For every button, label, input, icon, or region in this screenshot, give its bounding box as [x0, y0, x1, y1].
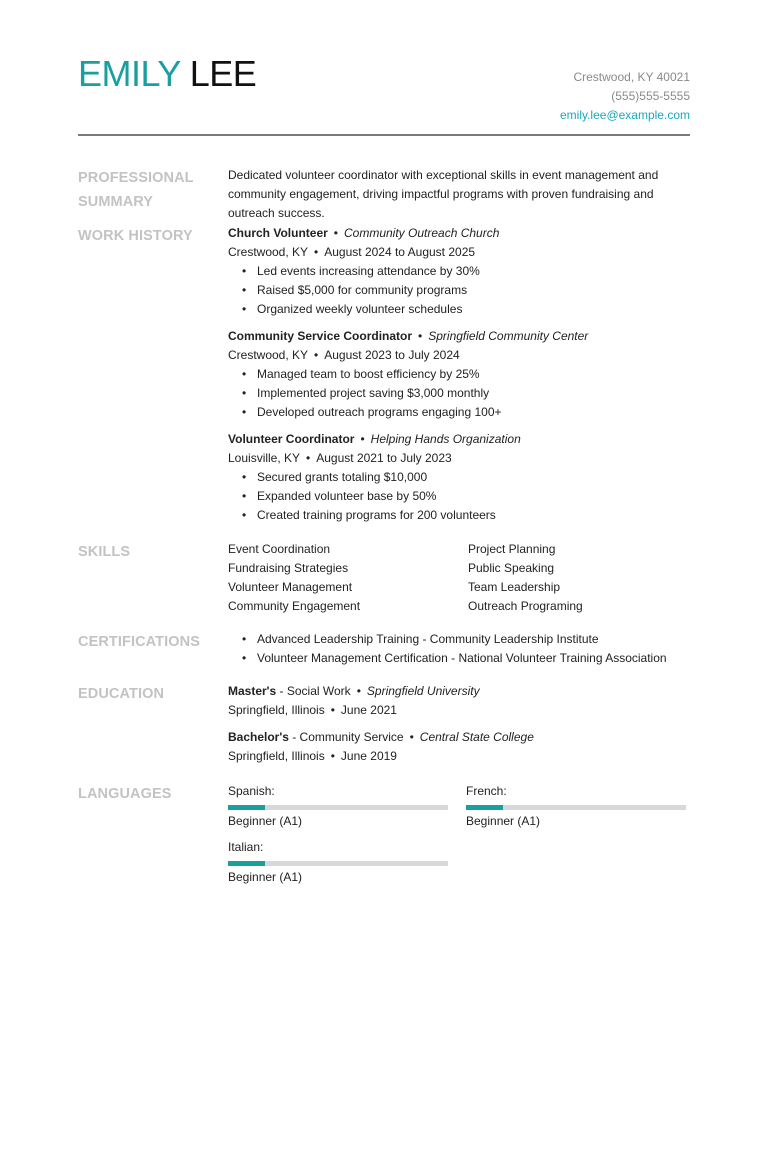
job-bullet: • Raised $5,000 for community programs	[257, 281, 693, 300]
first-name: EMILY	[78, 53, 181, 94]
job-bullet: • Organized weekly volunteer schedules	[257, 300, 693, 319]
job-location: Crestwood, KY	[228, 348, 309, 362]
skills-title: SKILLS	[78, 544, 131, 560]
job-bullet: • Expanded volunteer base by 50%	[257, 487, 693, 506]
school-name: Central State College	[419, 730, 534, 744]
separator-dot: •	[330, 703, 335, 717]
last-name: LEE	[189, 53, 257, 94]
job-dates: August 2023 to July 2024	[324, 348, 460, 362]
job-bullet: • Created training programs for 200 volunteers	[257, 506, 693, 525]
job-bullet: • Implemented project saving $3,000 monthly	[257, 384, 693, 403]
summary-title-line2: SUMMARY	[78, 194, 154, 210]
education-entry	[228, 682, 693, 720]
language-item	[228, 838, 466, 894]
job-employer: Springfield Community Center	[428, 329, 589, 343]
language-item	[466, 782, 693, 838]
summary-section-title	[78, 166, 208, 214]
job-bullet: • Secured grants totaling $10,000	[257, 468, 693, 487]
skills-content	[228, 540, 693, 616]
separator-dot: •	[409, 730, 414, 744]
job-dates: August 2024 to August 2025	[324, 245, 476, 259]
degree-name: Bachelor's	[228, 730, 289, 744]
education-entry	[228, 728, 693, 766]
skill-item: Public Speaking	[468, 561, 555, 575]
languages-content	[228, 782, 693, 894]
job-location: Louisville, KY	[228, 451, 301, 465]
phone-text: (555)555-5555	[611, 89, 690, 103]
school-location: Springfield, Illinois	[228, 749, 325, 763]
graduation-date: June 2021	[340, 703, 397, 717]
separator-dot: •	[314, 348, 319, 362]
candidate-name	[78, 52, 256, 96]
email-link[interactable]: emily.lee@example.com	[559, 108, 690, 122]
separator-dot: •	[418, 329, 423, 343]
language-name: French:	[466, 784, 507, 798]
separator-dot: •	[360, 432, 365, 446]
job-bullets	[228, 262, 693, 319]
proficiency-fill	[228, 861, 265, 866]
job-location: Crestwood, KY	[228, 245, 309, 259]
job-bullets	[228, 468, 693, 525]
language-item	[228, 782, 466, 838]
work-history-title: WORK HISTORY	[78, 228, 193, 244]
proficiency-bar	[466, 805, 686, 810]
summary-title-line1: PROFESSIONAL	[78, 170, 194, 186]
certification-item: • Advanced Leadership Training - Community Leadership Institute	[257, 630, 693, 649]
skill-item: Volunteer Management	[228, 580, 353, 594]
job-entry	[228, 430, 693, 525]
job-bullet: • Managed team to boost efficiency by 25%	[257, 365, 693, 384]
skill-item: Fundraising Strategies	[228, 561, 349, 575]
proficiency-fill	[466, 805, 503, 810]
location-text: Crestwood, KY 40021	[573, 70, 690, 84]
job-employer: Helping Hands Organization	[370, 432, 521, 446]
skill-item: Team Leadership	[468, 580, 561, 594]
job-employer: Community Outreach Church	[344, 226, 500, 240]
job-title: Volunteer Coordinator	[228, 432, 355, 446]
separator-dot: •	[314, 245, 319, 259]
skills-grid	[228, 540, 693, 616]
languages-title: LANGUAGES	[78, 786, 172, 802]
degree-field: - Social Work	[276, 684, 351, 698]
language-name: Italian:	[228, 840, 264, 854]
summary-text: Dedicated volunteer coordinator with exceptional skills in event management and community engagement, driving impactful programs with proven fundraising and outreach success.	[228, 168, 659, 220]
job-title: Church Volunteer	[228, 226, 328, 240]
work-history-content	[228, 224, 693, 533]
job-dates: August 2021 to July 2023	[316, 451, 452, 465]
graduation-date: June 2019	[340, 749, 397, 763]
job-title: Community Service Coordinator	[228, 329, 413, 343]
proficiency-bar	[228, 861, 448, 866]
certification-item: • Volunteer Management Certification - National Volunteer Training Association	[257, 649, 693, 668]
language-level: Beginner (A1)	[228, 870, 303, 884]
education-title: EDUCATION	[78, 686, 165, 702]
skill-item: Event Coordination	[228, 542, 331, 556]
header-divider	[78, 134, 690, 136]
school-name: Springfield University	[366, 684, 480, 698]
language-level: Beginner (A1)	[466, 814, 541, 828]
job-bullet: • Led events increasing attendance by 30%	[257, 262, 693, 281]
skill-item: Community Engagement	[228, 599, 361, 613]
school-location: Springfield, Illinois	[228, 703, 325, 717]
job-bullets	[228, 365, 693, 422]
certification-list	[228, 630, 693, 668]
language-name: Spanish:	[228, 784, 275, 798]
skill-item: Project Planning	[468, 542, 556, 556]
certifications-title: CERTIFICATIONS	[78, 634, 200, 650]
job-entry	[228, 327, 693, 422]
proficiency-bar	[228, 805, 448, 810]
skill-item: Outreach Programing	[468, 599, 583, 613]
separator-dot: •	[330, 749, 335, 763]
job-entry	[228, 224, 693, 319]
proficiency-fill	[228, 805, 265, 810]
degree-name: Master's	[228, 684, 277, 698]
degree-field: - Community Service	[288, 730, 404, 744]
separator-dot: •	[356, 684, 361, 698]
summary-content	[228, 166, 693, 223]
language-level: Beginner (A1)	[228, 814, 303, 828]
certifications-content	[228, 630, 693, 668]
contact-info	[560, 68, 690, 125]
education-content	[228, 682, 693, 774]
separator-dot: •	[333, 226, 338, 240]
job-bullet: • Developed outreach programs engaging 100+	[257, 403, 693, 422]
separator-dot: •	[306, 451, 311, 465]
languages-grid	[228, 782, 693, 894]
